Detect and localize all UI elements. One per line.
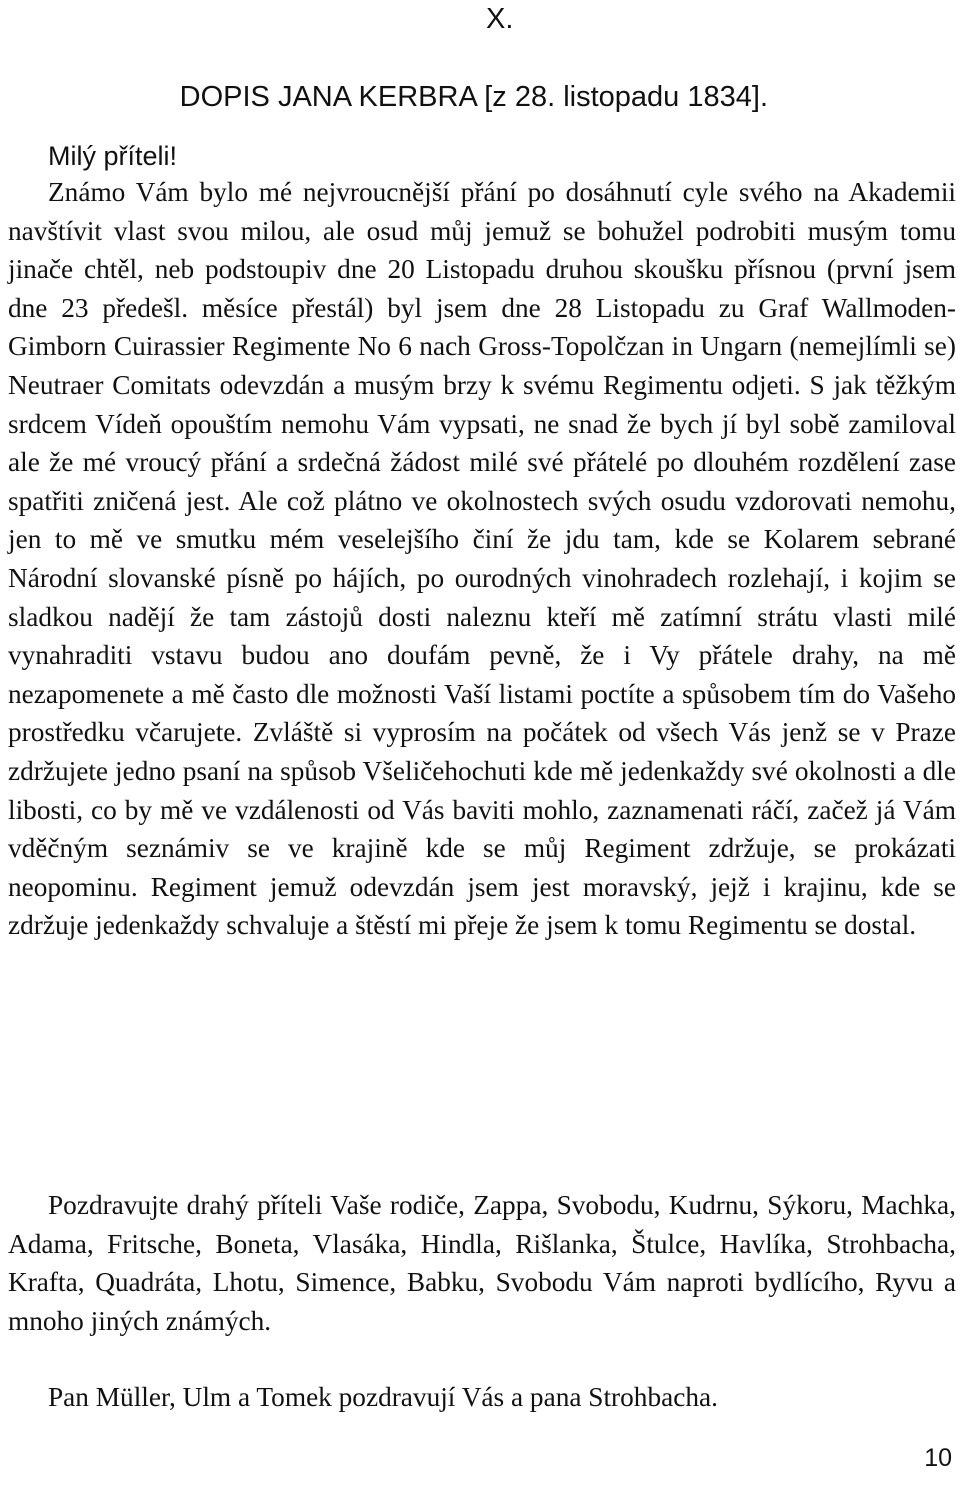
- body-paragraph-1: Známo Vám bylo mé nejvroucnější přání po dosáhnutí cyle svého na Akademii navštívit vlast svou milou, ale osud můj jemuž se bohužel podrobiti musým tomu jinače chtěl, neb podstoupiv dne 20 Listopadu druhou skoušku přísnou (první jsem dne 23 předešl. měsíce přestál) byl jsem dne 28 Listopadu zu Graf Wallmoden-Gimborn Cuirassier Regimente No 6 nach Gross-Topolčzan in Ungarn (nemejlímli se) Neutraer Comitats odevzdán a musým brzy k svému Regimentu odjeti. S jak těžkým srdcem Vídeň opouštím nemohu Vám vypsati, ne snad že bych jí byl sobě zamiloval ale že mé vroucý přání a srdečná žádost milé své přátelé po dlouhém rozdělení zase spatřiti zničená jest. Ale což plátno ve okolnostech svých osudu vzdorovati nemohu, jen to mě ve smutku mém veselejšího činí že jdu tam, kde se Kolarem sebrané Národní slovanské písně po hájích, po ourodných vinohradech rozlehají, i kojim se sladkou nadějí že tam zástojů dosti naleznu kteří mě zatímní strátu vlasti milé vynahraditi vstavu budou ano doufám pevně, že i Vy přátele drahy, na mě nezapomenete a mě často dle možnosti Vaší listami poctíte a spůsobem tím do Vašeho prostředku včarujete. Zvláště si vyprosím na počátek od všech Vás jenž se v Praze zdržujete jedno psaní na spůsob Všeličehochuti kde mě jedenkaždy své okolnosti a dle libosti, co by mě ve vzdálenosti od Vás baviti mohlo, zaznamenati ráčí, začež já Vám vděčným seznámiv se ve krajině kde se můj Regiment zdržuje, se prokázati neopominu. Regiment jemuž odevzdán jsem jest moravský, jejž i krajinu, kde se zdržuje jedenkaždy schvaluje a štěstí mi přeje že jsem k tomu Regimentu se dostal.: [8, 177, 956, 941]
- chapter-number: X.: [486, 3, 514, 35]
- body-paragraph-3: Pan Müller, Ulm a Tomek pozdravují Vás a pana Strohbacha.: [48, 1382, 718, 1412]
- salutation: Milý příteli!: [48, 141, 178, 171]
- page-number: 10: [924, 1444, 952, 1472]
- letter-heading: DOPIS JANA KERBRA [z 28. listopadu 1834].: [179, 81, 768, 113]
- body-paragraph-2: Pozdravujte drahý příteli Vaše rodiče, Zappa, Svobodu, Kudrnu, Sýkoru, Machka, Adama, Fritsche, Boneta, Vlasáka, Hindla, Rišlanka, Štulce, Havlíka, Strohbacha, Krafta, Quadráta, Lhotu, Simence, Babku, Svobodu Vám naproti bydlícího, Ryvu a mnoho jiných známých.: [8, 1190, 956, 1336]
